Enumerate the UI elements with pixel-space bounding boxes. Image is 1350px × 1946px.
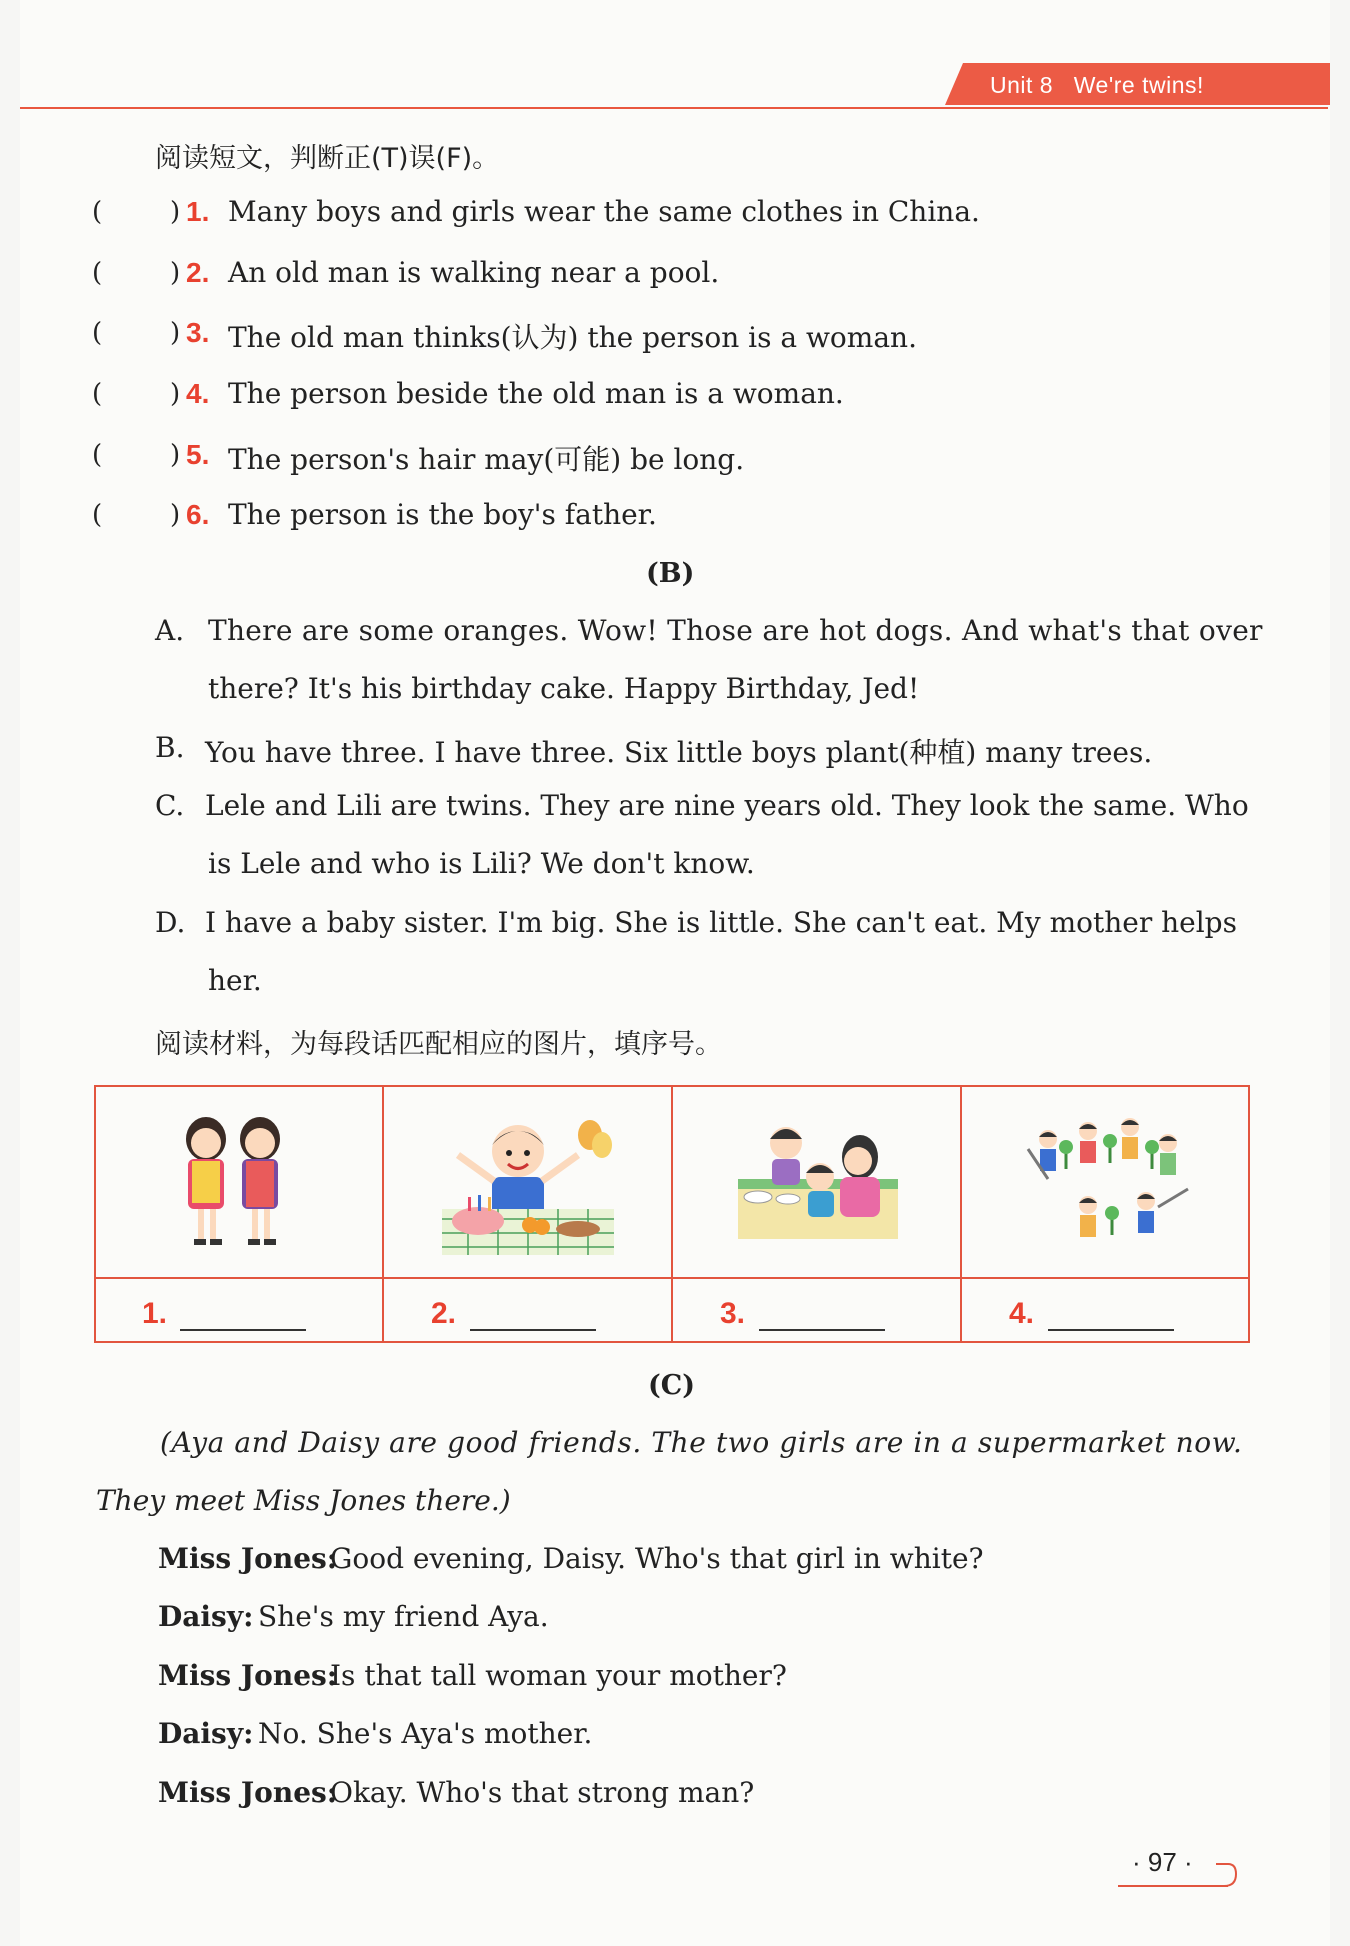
answer-paren-close: ) [170,197,181,227]
section-heading-b: (B) [646,558,695,589]
answer-paren-open[interactable]: ( [92,440,103,470]
passage-line: You have three. I have three. Six little boys plant(种植) many trees. [205,736,1153,769]
blank-number: 4. [1009,1297,1035,1330]
speaker-name: Daisy: [158,1717,254,1750]
page-number-underline [1118,1885,1228,1887]
speech-text: Okay. Who's that strong man? [330,1776,755,1809]
part-a-instruction: 阅读短文，判断正(T)误(F)。 [155,143,500,174]
matching-table [94,1085,1250,1343]
item-number: 6. [186,499,210,530]
answer-paren-close: ) [170,500,181,530]
mother-feeding-baby-picture [728,1109,908,1259]
passage-line: I have a baby sister. I'm big. She is little. She can't eat. My mother helps [205,906,1237,939]
unit-title [990,72,1204,99]
speaker-name: Miss Jones: [158,1659,338,1692]
answer-paren-open[interactable]: ( [92,379,103,409]
speech-text: Is that tall woman your mother? [330,1659,787,1692]
blank-number: 3. [720,1297,746,1330]
speaker-name: Miss Jones: [158,1776,338,1809]
speech-text: Good evening, Daisy. Who's that girl in white? [330,1542,984,1575]
item-text: The person beside the old man is a woman. [228,377,844,410]
answer-paren-close: ) [170,440,181,470]
item-text: The old man thinks(认为) the person is a woman. [228,321,917,354]
answer-blank[interactable] [470,1329,596,1331]
passage-line: there? It's his birthday cake. Happy Birthday, Jed! [208,672,920,705]
blank-number: 2. [431,1297,457,1330]
part-b-instruction: 阅读材料，为每段话匹配相应的图片，填序号。 [155,1029,722,1060]
item-text: Many boys and girls wear the same clothes in China. [228,195,980,228]
boys-planting-trees-picture [1018,1109,1198,1259]
birthday-boy-picture [438,1109,618,1259]
passage-line: is Lele and who is Lili? We don't know. [208,847,755,880]
intro-line: They meet Miss Jones there.) [96,1484,511,1517]
passage-letter: D. [155,906,186,939]
section-heading-c: (C) [648,1370,696,1401]
blank-number: 1. [142,1297,168,1330]
speech-text: No. She's Aya's mother. [258,1717,593,1750]
girl-left [186,1117,226,1245]
twin-girls-picture [148,1109,328,1259]
answer-paren-open[interactable]: ( [92,258,103,288]
intro-line: (Aya and Daisy are good friends. The two girls are in a supermarket now. [160,1426,1243,1459]
item-number: 5. [186,439,210,470]
item-number: 3. [186,317,210,348]
speech-text: She's my friend Aya. [258,1600,549,1633]
answer-paren-open[interactable]: ( [92,197,103,227]
item-number: 1. [186,196,210,227]
speaker-name: Daisy: [158,1600,254,1633]
answer-paren-close: ) [170,318,181,348]
girl-right [240,1117,280,1245]
answer-blank[interactable] [1048,1329,1174,1331]
passage-letter: C. [155,789,185,822]
passage-letter: B. [155,731,185,764]
item-text: An old man is walking near a pool. [228,256,720,289]
answer-blank[interactable] [759,1329,885,1331]
item-number: 2. [186,257,210,288]
passage-line: her. [208,964,262,997]
page-number: · 97 · [1132,1847,1193,1877]
answer-paren-close: ) [170,258,181,288]
passage-line: There are some oranges. Wow! Those are hot dogs. And what's that over [208,614,1263,647]
column-divider [382,1087,384,1341]
passage-line: Lele and Lili are twins. They are nine years old. They look the same. Who [205,789,1249,822]
header-rule [20,107,1328,109]
item-number: 4. [186,378,210,409]
row-divider [96,1277,1248,1279]
passage-letter: A. [155,614,185,647]
speaker-name: Miss Jones: [158,1542,338,1575]
answer-paren-open[interactable]: ( [92,318,103,348]
unit-label: Unit 8 [990,72,1054,98]
unit-name: We're twins! [1073,72,1204,98]
answer-blank[interactable] [180,1329,306,1331]
answer-paren-open[interactable]: ( [92,500,103,530]
page-corner-curl-icon [1214,1860,1238,1890]
answer-paren-close: ) [170,379,181,409]
item-text: The person's hair may(可能) be long. [228,443,745,476]
column-divider [671,1087,673,1341]
item-text: The person is the boy's father. [228,498,657,531]
column-divider [960,1087,962,1341]
